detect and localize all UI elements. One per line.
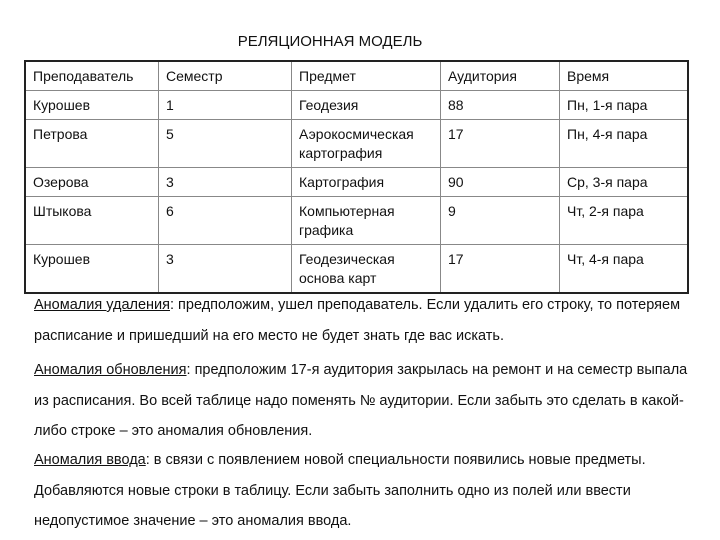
cell: Геодезическая основа карт [292, 245, 441, 294]
cell: Петрова [25, 120, 159, 168]
cell: 88 [441, 91, 560, 120]
table-header-row [25, 61, 688, 91]
table-row [25, 245, 688, 294]
cell: Чт, 2-я пара [560, 197, 689, 245]
cell: 17 [441, 245, 560, 294]
cell: 90 [441, 168, 560, 197]
cell: 17 [441, 120, 560, 168]
cell: Курошев [25, 245, 159, 294]
header-cell: Семестр [159, 61, 292, 91]
cell: Пн, 1-я пара [560, 91, 689, 120]
paragraph-text: : в связи с появлением новой специальности появились новые предметы. Добавляются новые строки в таблицу. Если забыть заполнить одно из полей или ввести недопустимое значение – это аномалия ввода. [34, 452, 646, 529]
table-row [25, 91, 688, 120]
table-row [25, 168, 688, 197]
paragraph-text: : предположим, ушел преподаватель. Если удалить его строку, то потеряем расписание и пришедший на его место не будет знать где вас искать. [34, 297, 681, 344]
cell: Картография [292, 168, 441, 197]
term: Аномалия ввода [34, 452, 146, 468]
header-cell: Аудитория [441, 61, 560, 91]
cell: Штыкова [25, 197, 159, 245]
cell: 1 [159, 91, 292, 120]
header-cell: Предмет [292, 61, 441, 91]
paragraph-deletion-anomaly [34, 290, 694, 351]
paragraph-update-anomaly [34, 355, 694, 447]
header-cell: Преподаватель [25, 61, 159, 91]
relation-table [24, 60, 689, 294]
page-title: РЕЛЯЦИОННАЯ МОДЕЛЬ [237, 33, 423, 50]
cell: Геодезия [292, 91, 441, 120]
table-row [25, 120, 688, 168]
cell: Озерова [25, 168, 159, 197]
cell: 5 [159, 120, 292, 168]
cell: Ср, 3-я пара [560, 168, 689, 197]
cell: 3 [159, 245, 292, 294]
paragraph-insert-anomaly [34, 445, 694, 537]
cell: 3 [159, 168, 292, 197]
cell: Пн, 4-я пара [560, 120, 689, 168]
cell: Чт, 4-я пара [560, 245, 689, 294]
header-cell: Время [560, 61, 689, 91]
term: Аномалия обновления [34, 362, 187, 378]
paragraph-text: : предположим 17-я аудитория закрылась на ремонт и на семестр выпала из расписания. Во всей таблице надо поменять № аудитории. Если забыть это сделать в какой-либо строке – это аномалия обновления. [34, 362, 688, 439]
cell: Курошев [25, 91, 159, 120]
term: Аномалия удаления [34, 297, 170, 313]
cell: Компьютерная графика [292, 197, 441, 245]
cell: 6 [159, 197, 292, 245]
cell: Аэрокосмическая картография [292, 120, 441, 168]
cell: 9 [441, 197, 560, 245]
table-row [25, 197, 688, 245]
